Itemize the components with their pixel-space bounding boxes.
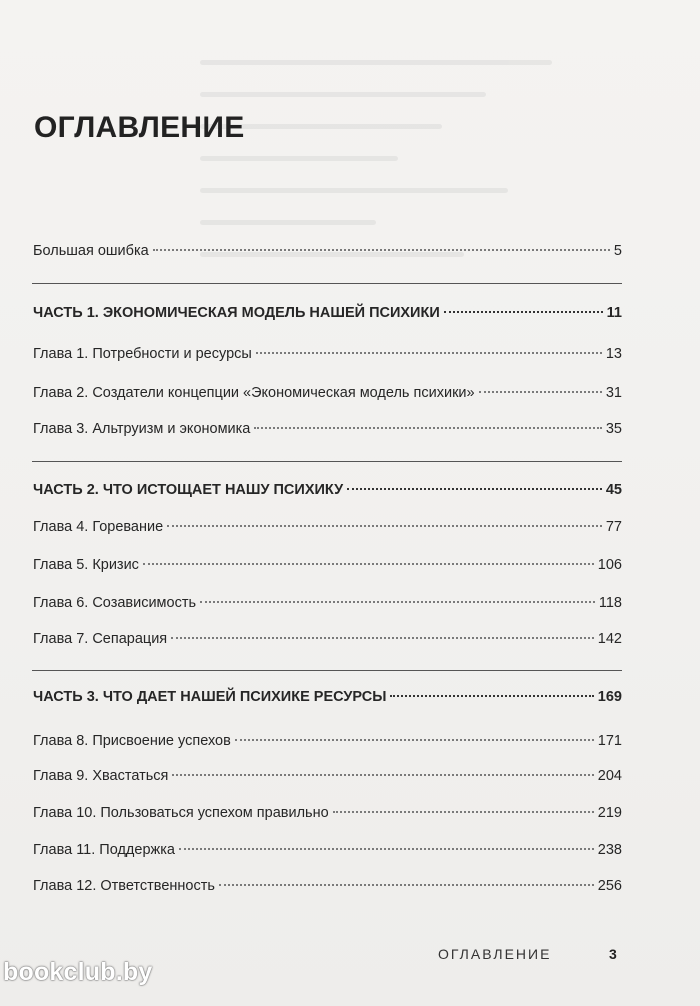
toc-entry-title: Глава 12. Ответственность (33, 878, 215, 894)
dot-leader (219, 884, 594, 886)
toc-entry-chapter-8[interactable] (33, 733, 622, 749)
dot-leader (333, 811, 594, 813)
toc-entry-title: Глава 1. Потребности и ресурсы (33, 346, 252, 362)
dot-leader (235, 739, 594, 741)
toc-entry-chapter-9[interactable] (33, 768, 622, 784)
toc-entry-title: Глава 11. Поддержка (33, 842, 175, 858)
dot-leader (179, 848, 594, 850)
toc-entry-chapter-2[interactable] (33, 385, 622, 401)
toc-entry-page: 77 (605, 519, 622, 535)
watermark: bookclub.by (3, 958, 153, 986)
section-divider (32, 461, 622, 462)
toc-entry-title: Глава 5. Кризис (33, 557, 139, 573)
toc-entry-page: 171 (597, 733, 622, 749)
toc-entry-page: 106 (597, 557, 622, 573)
toc-entry-page: 118 (598, 595, 622, 611)
dot-leader (444, 311, 603, 313)
toc-entry-chapter-4[interactable] (33, 519, 622, 535)
toc-part-page: 11 (606, 305, 622, 321)
toc-entry-title: Глава 10. Пользоваться успехом правильно (33, 805, 329, 821)
running-footer-label: ОГЛАВЛЕНИЕ (438, 946, 552, 962)
toc-part-title: ЧАСТЬ 2. ЧТО ИСТОЩАЕТ НАШУ ПСИХИКУ (33, 482, 344, 498)
toc-entry-title: Глава 8. Присвоение успехов (33, 733, 231, 749)
dot-leader (172, 774, 593, 776)
toc-entry-title: Глава 7. Сепарация (33, 631, 168, 647)
bleed-through-text (200, 60, 640, 300)
toc-entry-page: 238 (597, 842, 622, 858)
dot-leader (390, 695, 593, 697)
section-divider (32, 670, 622, 671)
toc-part-1[interactable] (33, 305, 622, 321)
toc-entry-title: Глава 2. Создатели концепции «Экономическая модель психики» (33, 385, 475, 401)
dot-leader (167, 525, 602, 527)
dot-leader (200, 601, 595, 603)
toc-part-page: 169 (597, 689, 622, 705)
toc-entry-chapter-6[interactable] (33, 595, 622, 611)
toc-part-title: ЧАСТЬ 3. ЧТО ДАЕТ НАШЕЙ ПСИХИКЕ РЕСУРСЫ (33, 689, 387, 705)
toc-part-page: 45 (605, 482, 622, 498)
dot-leader (143, 563, 594, 565)
toc-entry-page: 31 (605, 385, 622, 401)
dot-leader (479, 391, 602, 393)
toc-entry-title: Глава 4. Горевание (33, 519, 164, 535)
toc-entry-chapter-7[interactable] (33, 631, 622, 647)
toc-entry-title: Глава 6. Созависимость (33, 595, 197, 611)
section-divider (32, 283, 622, 284)
toc-entry-chapter-11[interactable] (33, 842, 622, 858)
toc-entry-page: 5 (613, 243, 622, 259)
toc-part-title: ЧАСТЬ 1. ЭКОНОМИЧЕСКАЯ МОДЕЛЬ НАШЕЙ ПСИХИКИ (33, 305, 440, 321)
toc-entry-page: 204 (597, 768, 622, 784)
toc-entry-title: Глава 9. Хвастаться (33, 768, 169, 784)
toc-entry-page: 13 (605, 346, 622, 362)
dot-leader (347, 488, 602, 490)
toc-entry-chapter-5[interactable] (33, 557, 622, 573)
dot-leader (254, 427, 601, 429)
toc-entry-page: 35 (605, 421, 622, 437)
toc-entry-page: 219 (597, 805, 622, 821)
dot-leader (256, 352, 602, 354)
toc-entry-page: 256 (597, 878, 622, 894)
toc-part-2[interactable] (33, 482, 622, 498)
toc-part-3[interactable] (33, 689, 622, 705)
dot-leader (153, 249, 610, 251)
toc-entry-chapter-3[interactable] (33, 421, 622, 437)
page-number: 3 (609, 946, 617, 962)
toc-entry-title: Большая ошибка (33, 243, 149, 259)
toc-entry-chapter-12[interactable] (33, 878, 622, 894)
toc-entry-title: Глава 3. Альтруизм и экономика (33, 421, 251, 437)
toc-entry-intro[interactable] (33, 243, 622, 259)
toc-entry-chapter-10[interactable] (33, 805, 622, 821)
toc-entry-page: 142 (597, 631, 622, 647)
toc-entry-chapter-1[interactable] (33, 346, 622, 362)
page-title: ОГЛАВЛЕНИЕ (34, 111, 245, 144)
dot-leader (171, 637, 594, 639)
